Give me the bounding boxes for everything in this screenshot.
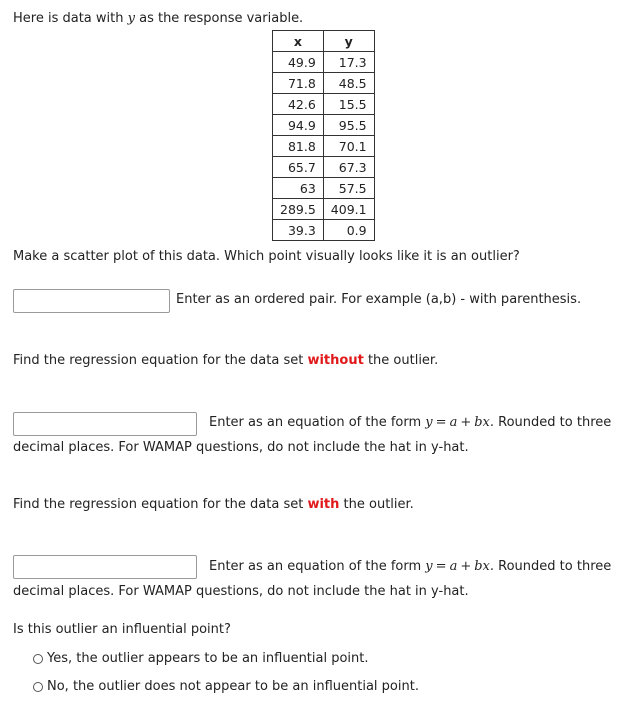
table-row [273, 157, 375, 178]
cell-y: 409.1 [323, 199, 374, 220]
equation-form [425, 559, 490, 574]
regression-without-input[interactable] [13, 412, 197, 436]
cell-y: 67.3 [323, 157, 374, 178]
eq-plus: + [460, 415, 472, 430]
table-row [273, 220, 375, 241]
prompt-text: Find the regression equation for the data set [13, 497, 308, 512]
option-no-label: No, the outlier does not appear to be an influential point. [47, 679, 419, 694]
eq-bx: bx [474, 415, 490, 430]
table-header-row [273, 31, 375, 52]
hint-text: Enter as an equation of the form [209, 415, 426, 430]
cell-x: 42.6 [273, 94, 324, 115]
table-row [273, 73, 375, 94]
cell-y: 0.9 [323, 220, 374, 241]
equation-hint-line2-second: decimal places. For WAMAP questions, do not include the hat in y-hat. [13, 584, 469, 599]
eq-bx: bx [474, 559, 490, 574]
prompt-text: the outlier. [363, 353, 439, 368]
table-row [273, 115, 375, 136]
option-yes[interactable] [33, 651, 369, 666]
radio-button-yes[interactable] [33, 654, 43, 664]
regression-with-input[interactable] [13, 555, 197, 579]
cell-y: 15.5 [323, 94, 374, 115]
emphasis-without: without [307, 353, 364, 368]
intro-text-end: as the response variable. [134, 11, 304, 26]
intro-variable: y [127, 11, 135, 26]
cell-x: 94.9 [273, 115, 324, 136]
cell-x: 39.3 [273, 220, 324, 241]
hint-text: . Rounded to three [489, 559, 612, 574]
eq-equals: = [435, 415, 447, 430]
cell-y: 70.1 [323, 136, 374, 157]
outlier-prompt: Make a scatter plot of this data. Which point visually looks like it is an outlier? [13, 249, 520, 264]
eq-y: y [425, 415, 433, 430]
prompt-text: Find the regression equation for the data set [13, 353, 308, 368]
equation-hint-line1-second [209, 559, 611, 574]
eq-a: a [449, 415, 458, 430]
emphasis-with: with [307, 497, 340, 512]
cell-x: 63 [273, 178, 324, 199]
regression-without-prompt [13, 353, 438, 368]
table-row [273, 52, 375, 73]
cell-x: 65.7 [273, 157, 324, 178]
cell-x: 49.9 [273, 52, 324, 73]
outlier-hint: Enter as an ordered pair. For example (a,b) - with parenthesis. [176, 292, 582, 307]
radio-button-no[interactable] [33, 682, 43, 692]
cell-y: 48.5 [323, 73, 374, 94]
cell-y: 95.5 [323, 115, 374, 136]
eq-y: y [425, 559, 433, 574]
header-x: x [273, 31, 324, 52]
data-table [272, 30, 375, 241]
regression-with-prompt [13, 497, 414, 512]
cell-y: 17.3 [323, 52, 374, 73]
hint-text: . Rounded to three [489, 415, 612, 430]
table-row [273, 94, 375, 115]
outlier-answer-input[interactable] [13, 289, 170, 313]
table-row [273, 178, 375, 199]
table-row [273, 136, 375, 157]
intro-text-start: Here is data with [13, 11, 128, 26]
cell-x: 71.8 [273, 73, 324, 94]
cell-x: 289.5 [273, 199, 324, 220]
cell-x: 81.8 [273, 136, 324, 157]
header-y: y [323, 31, 374, 52]
cell-y: 57.5 [323, 178, 374, 199]
eq-a: a [449, 559, 458, 574]
option-no[interactable] [33, 679, 419, 694]
intro-text [13, 11, 303, 26]
option-yes-label: Yes, the outlier appears to be an influential point. [47, 651, 369, 666]
equation-hint-line1 [209, 415, 611, 430]
prompt-text: the outlier. [339, 497, 414, 512]
hint-text: Enter as an equation of the form [209, 559, 426, 574]
influential-prompt: Is this outlier an influential point? [13, 622, 231, 637]
eq-plus: + [460, 559, 472, 574]
table-row [273, 199, 375, 220]
equation-hint-line2: decimal places. For WAMAP questions, do not include the hat in y-hat. [13, 440, 469, 455]
eq-equals: = [435, 559, 447, 574]
equation-form [425, 415, 490, 430]
